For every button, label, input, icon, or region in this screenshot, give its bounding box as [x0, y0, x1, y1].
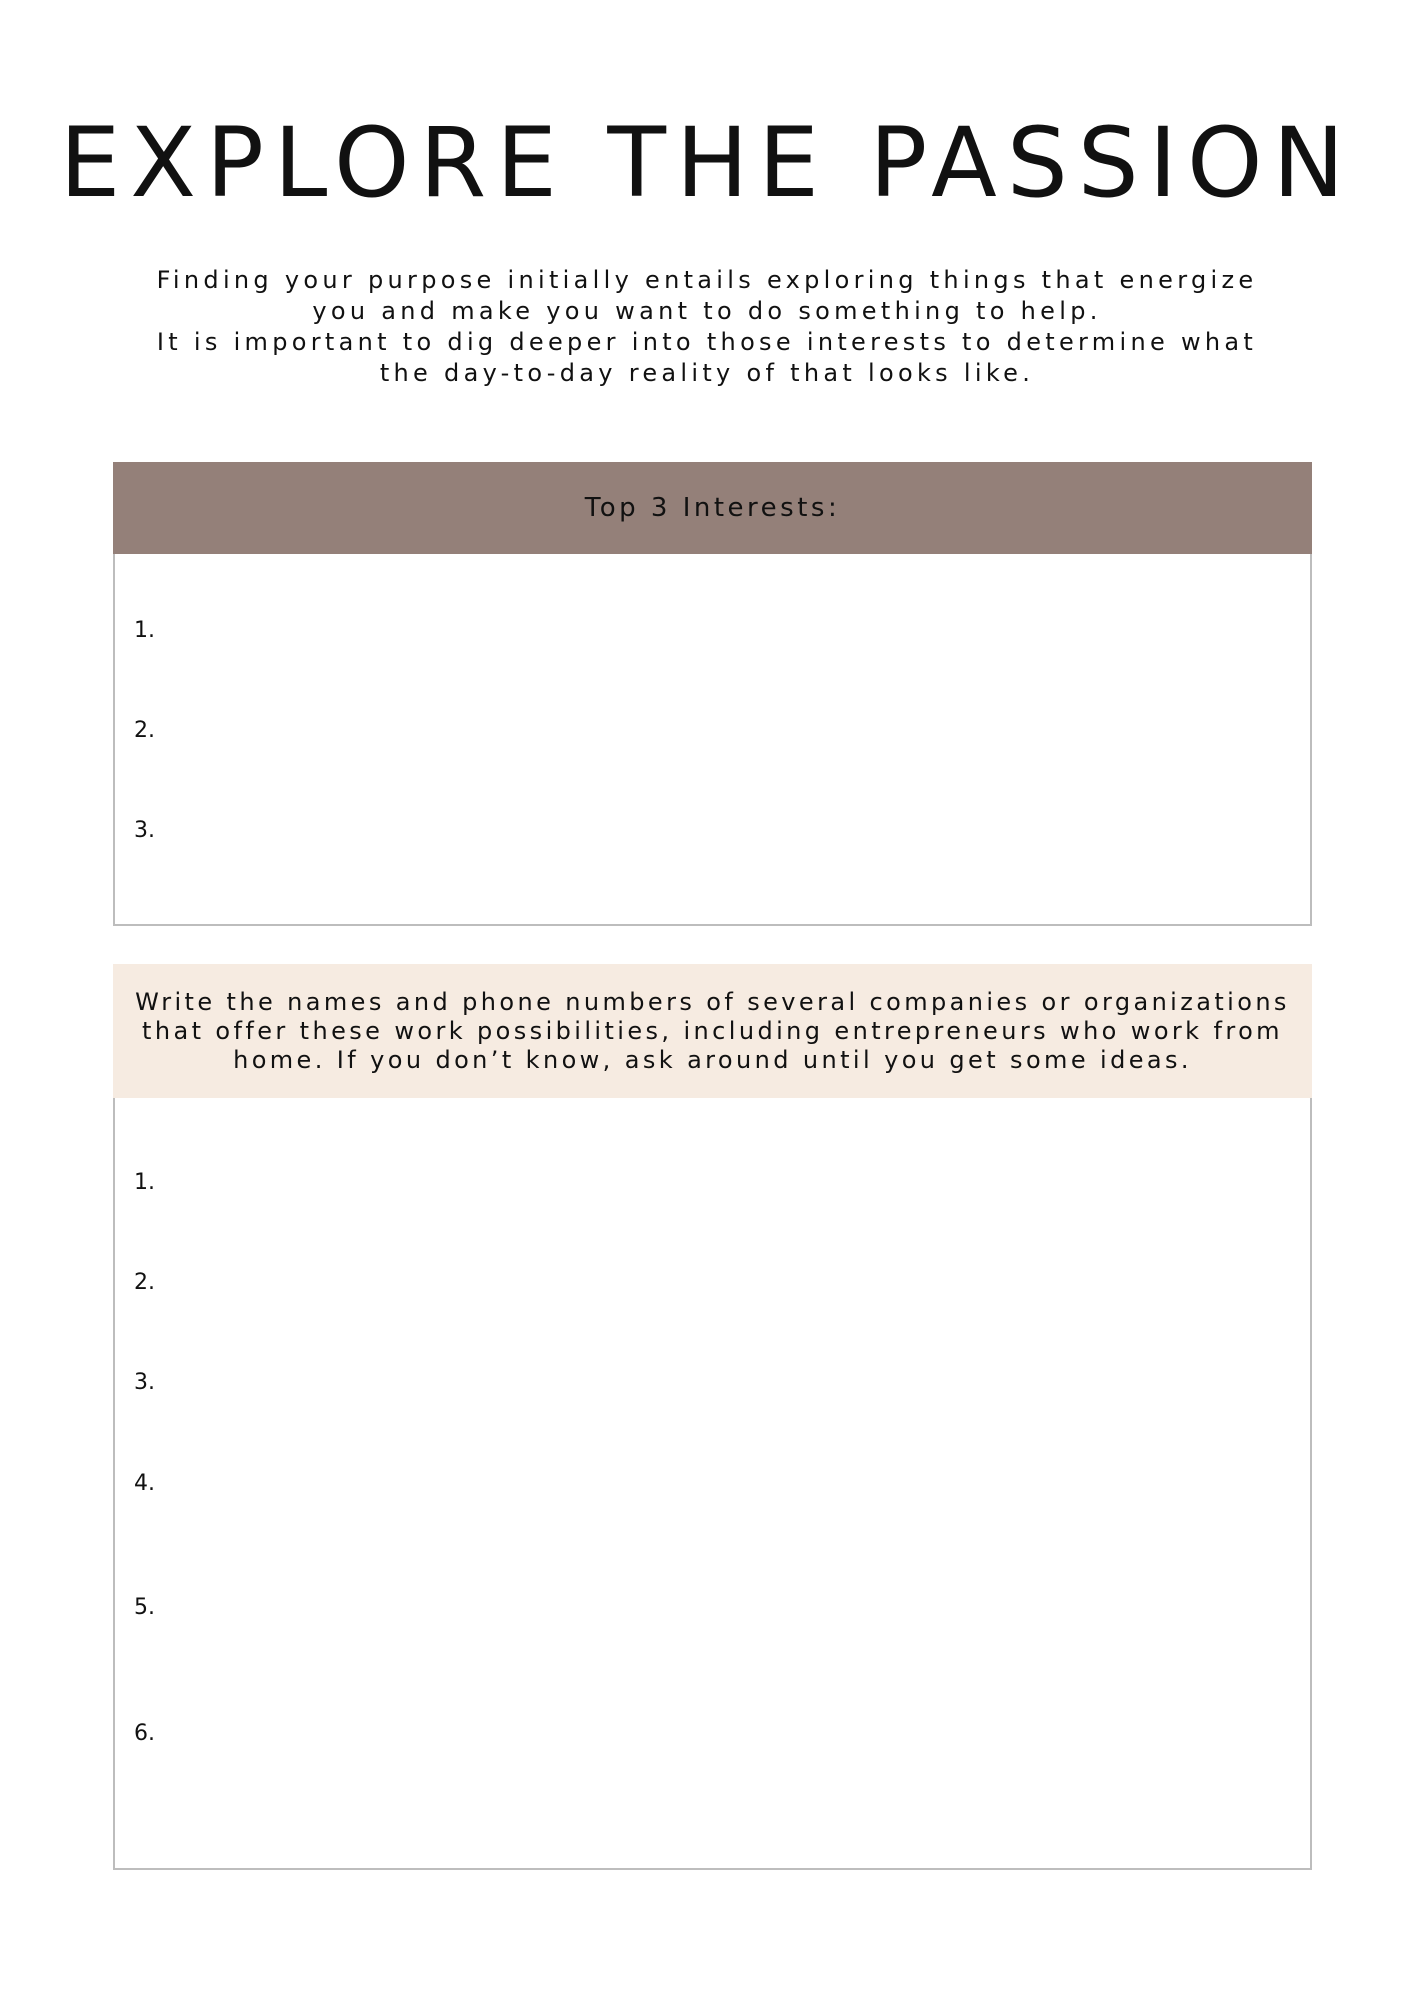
intro-line: the day-to-day reality of that looks like. [379, 359, 1035, 387]
companies-header-line: Write the names and phone numbers of several companies or organizations [135, 987, 1290, 1016]
companies-box[interactable] [113, 1098, 1312, 1870]
intro-line: you and make you want to do something to help. [312, 297, 1102, 325]
intro-line: Finding your purpose initially entails exploring things that energize [156, 266, 1258, 294]
companies-header-line: that offer these work possibilities, including entrepreneurs who work from [142, 1016, 1283, 1045]
company-item-4-number: 4. [134, 1471, 155, 1496]
company-item-3-number: 3. [134, 1370, 155, 1395]
intro-paragraph [150, 265, 1264, 389]
interests-box[interactable] [113, 554, 1312, 926]
companies-header-line: home. If you don’t know, ask around until you get some ideas. [233, 1045, 1192, 1074]
interest-item-3-number: 3. [134, 818, 155, 843]
company-item-6-number: 6. [134, 1721, 155, 1746]
intro-line: It is important to dig deeper into those interests to determine what [156, 328, 1258, 356]
company-item-5-number: 5. [134, 1595, 155, 1620]
interests-header-label: Top 3 Interests: [584, 493, 841, 523]
interests-header [113, 462, 1312, 554]
interest-item-1-number: 1. [134, 618, 155, 643]
interest-item-2-number: 2. [134, 718, 155, 743]
page-title: EXPLORE THE PASSION [59, 107, 1355, 219]
companies-header [113, 964, 1312, 1098]
company-item-1-number: 1. [134, 1170, 155, 1195]
company-item-2-number: 2. [134, 1270, 155, 1295]
